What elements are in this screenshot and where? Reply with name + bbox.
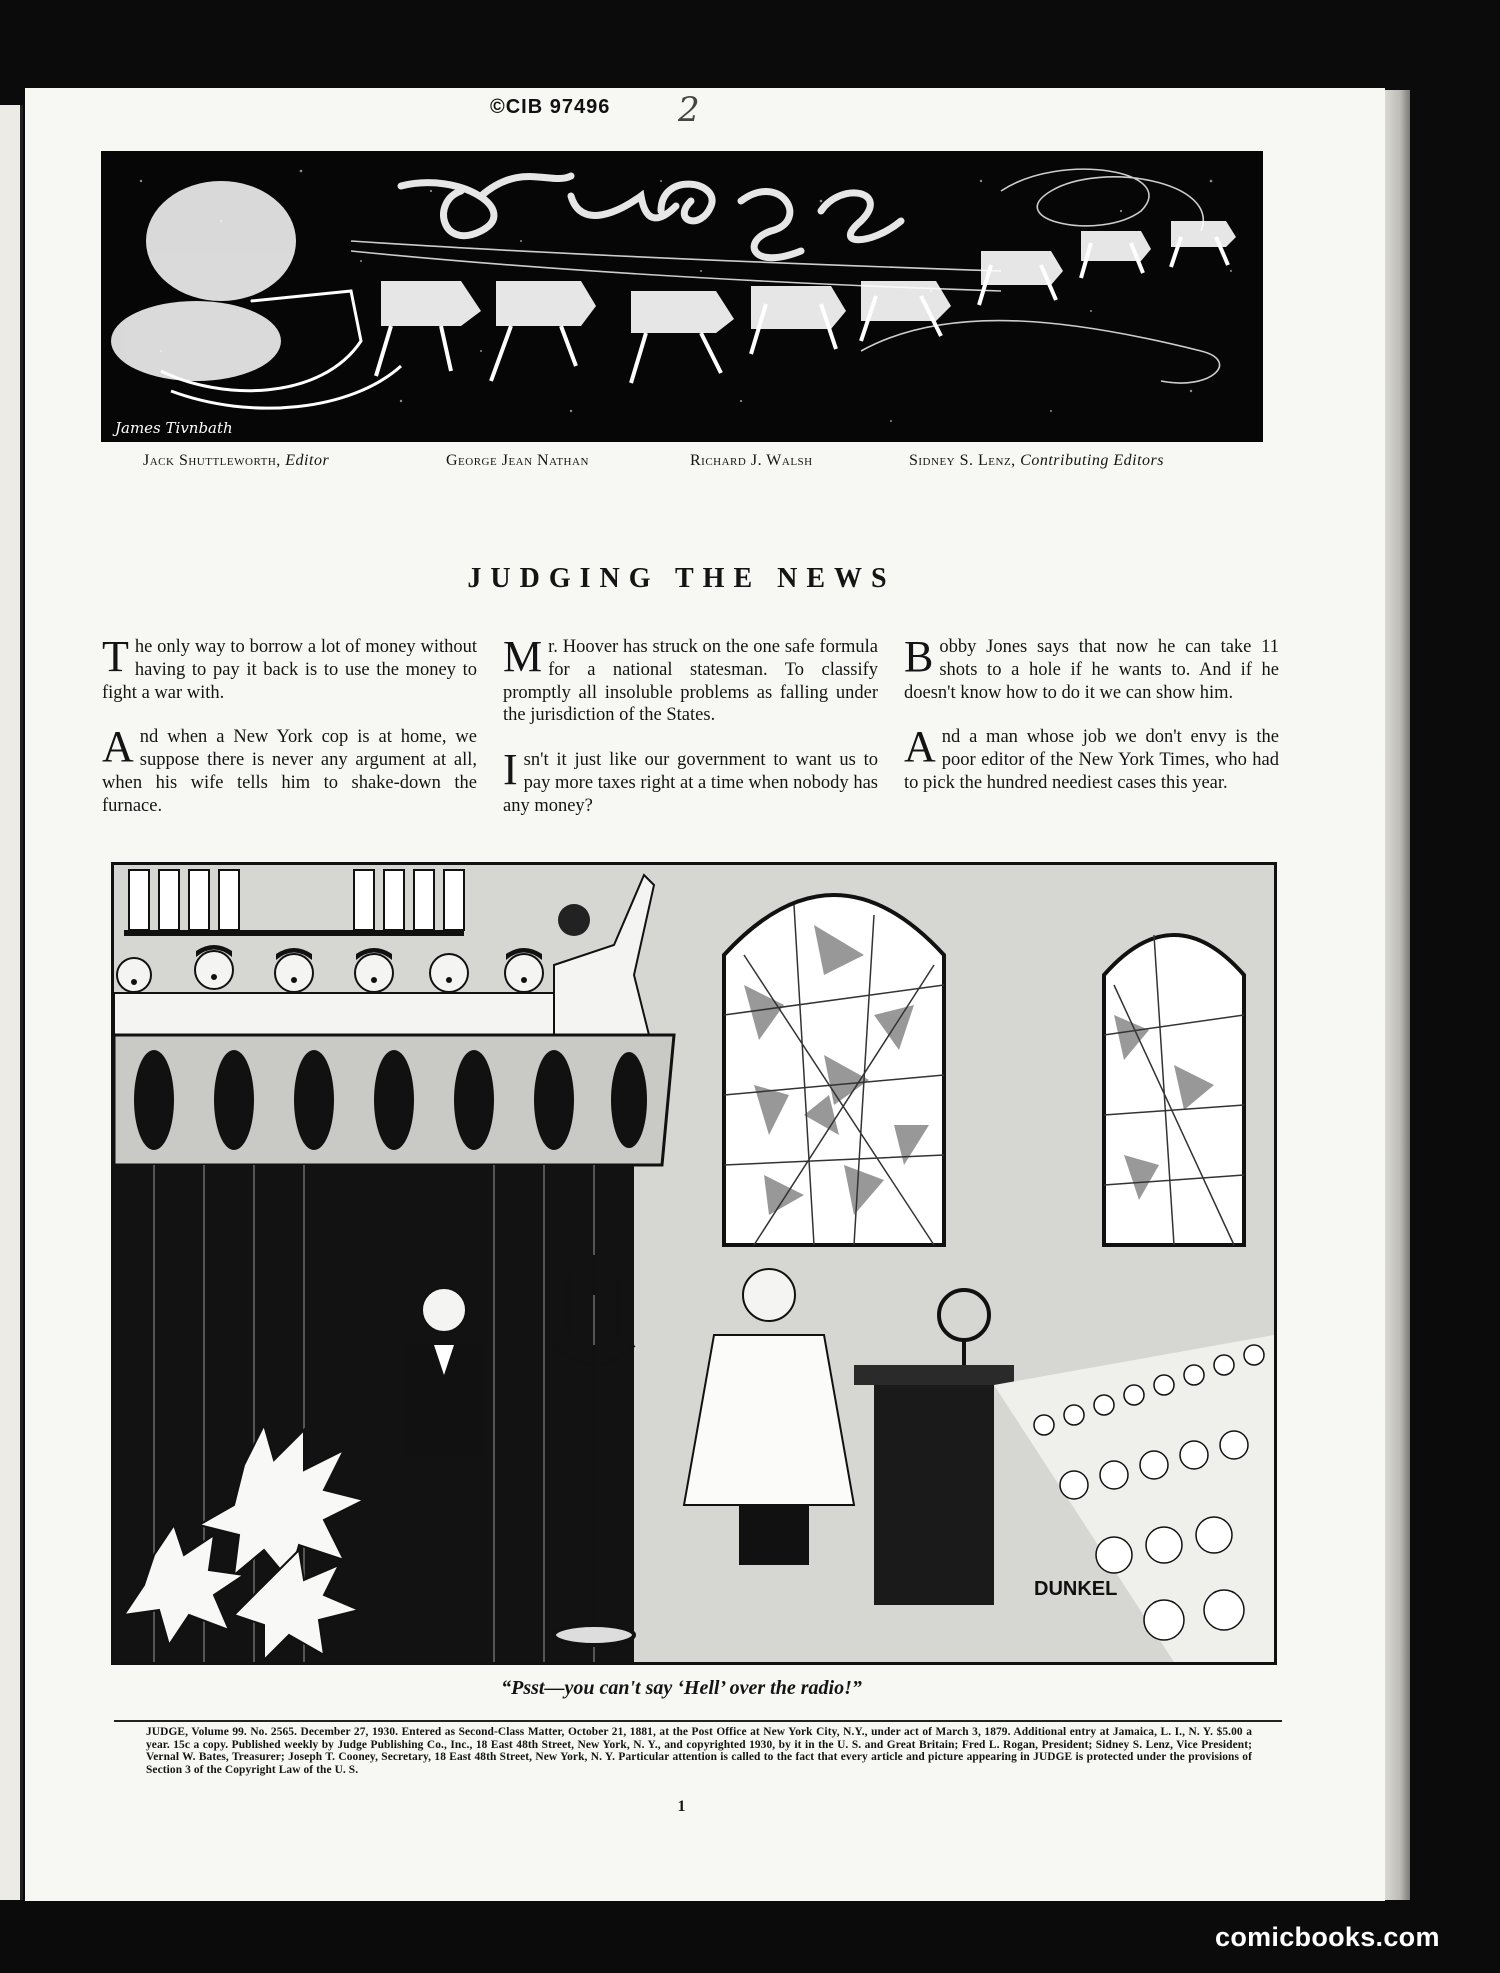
- masthead-artist-signature: James Tivnbath: [115, 419, 233, 437]
- contributor-walsh: Richard J. Walsh: [690, 452, 813, 469]
- page-stack-edge: [1385, 90, 1410, 1900]
- left-page-edge: [0, 105, 23, 1900]
- cartoon-signature: DUNKEL: [1034, 1578, 1118, 1600]
- news-column-2: [503, 632, 878, 840]
- news-paragraph: And a man whose job we don't envy is the poor editor of the New York Times, who had to pick the hundred neediest cases this year.: [904, 722, 1279, 793]
- contributor-nathan: George Jean Nathan: [446, 452, 589, 469]
- handwritten-mark: 2: [678, 90, 700, 130]
- divider-rule: [114, 1720, 1282, 1722]
- news-paragraph: Mr. Hoover has struck on the one safe formula for a national statesman. To classify promptly all insoluble problems as falling under the jurisdiction of the States.: [503, 632, 878, 726]
- masthead-illustration: [101, 151, 1263, 442]
- publication-imprint: JUDGE, Volume 99. No. 2565. December 27, 1930. Entered as Second-Class Matter, October 21, 1881, at the Post Office at New York City, N.Y., under act of March 3, 1879. Additional entry at Jamaica, L. I., N. Y. $5.00 a year. 15c a copy. Published weekly by Judge Publishing Co., Inc., 18 East 48th Street, New York, N. Y., and copyrighted 1930, by it in the U. S. and Great Britain; Fred L. Rogan, President; Sidney S. Lenz, Vice President; Vernal W. Bates, Treasurer; Joseph T. Cooney, Secretary, 18 East 48th Street, New York, N. Y. Particular attention is called to the fact that every article and picture appearing in JUDGE is protected under the provisions of Section 3 of the Copyright Law of the U. S.: [146, 1726, 1252, 1776]
- news-paragraph: Isn't it just like our government to want us to pay more taxes right at a time when nobody has any money?: [503, 745, 878, 816]
- editors-line: [101, 452, 1263, 478]
- page-number: 1: [677, 1798, 686, 1815]
- news-column-3: [904, 632, 1279, 817]
- news-column-1: [102, 632, 477, 840]
- news-paragraph: And when a New York cop is at home, we suppose there is never any argument at all, when his wife tells him to shake-down the furnace.: [102, 722, 477, 816]
- contributor-lenz: Sidney S. Lenz, Contributing Editors: [909, 452, 1164, 469]
- news-paragraph: Bobby Jones says that now he can take 11 shots to a hole if he wants to. And if he doesn't know how to do it we can show him.: [904, 632, 1279, 703]
- copyright-stamp: ©CIB 97496: [490, 96, 611, 118]
- watermark: comicbooks.com: [1215, 1922, 1440, 1952]
- news-paragraph: The only way to borrow a lot of money without having to pay it back is to use the money to fight a war with.: [102, 632, 477, 703]
- cartoon-caption: “Psst—you can't say ‘Hell’ over the radio!”: [501, 1677, 862, 1699]
- editor-credit: Jack Shuttleworth, Editor: [143, 452, 330, 469]
- cartoon-illustration: [111, 862, 1277, 1665]
- section-title: JUDGING THE NEWS: [467, 563, 896, 594]
